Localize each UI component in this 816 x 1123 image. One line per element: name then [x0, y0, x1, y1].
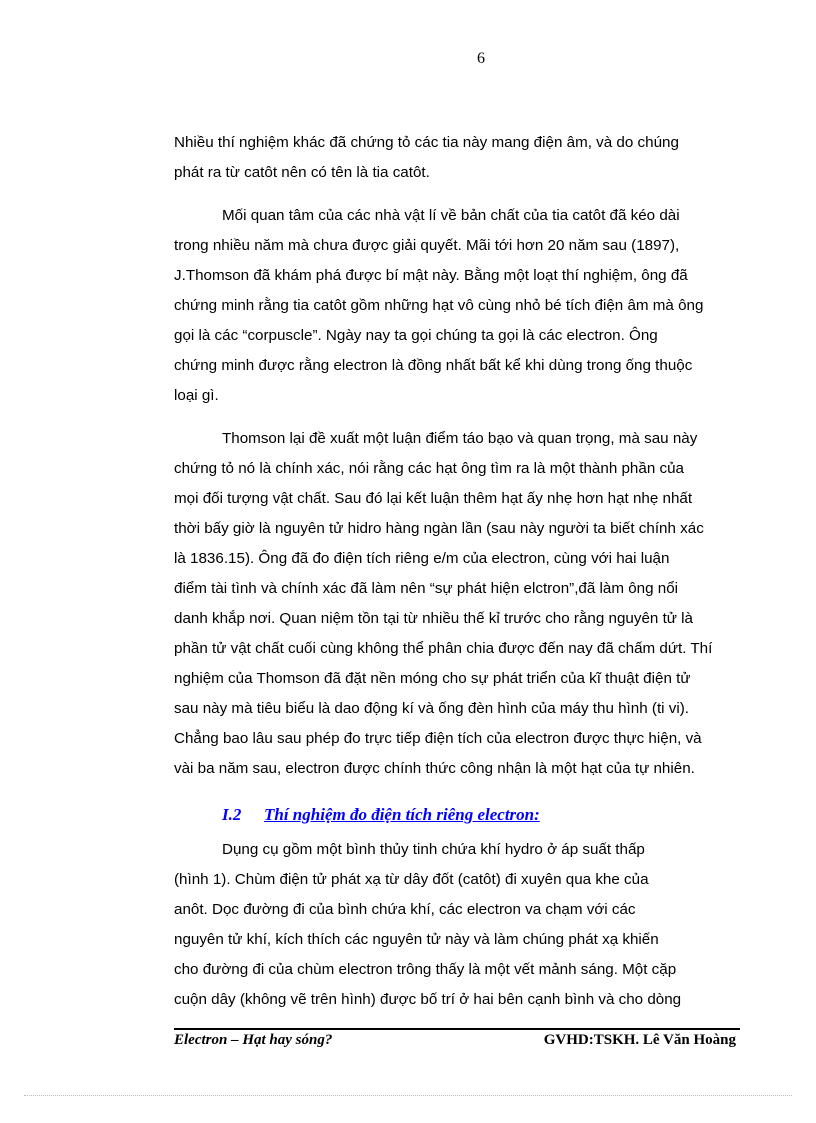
- text-line: trong nhiều năm mà chưa được giải quyết. Mãi tới hơn 20 năm sau (1897),: [174, 237, 680, 254]
- text-line: phát ra từ catôt nên có tên là tia catôt.: [174, 164, 430, 181]
- text-line: (hình 1). Chùm điện tử phát xạ từ dây đốt (catôt) đi xuyên qua khe của: [174, 871, 649, 888]
- footer-supervisor: GVHD:TSKH. Lê Văn Hoàng: [543, 1032, 736, 1048]
- page-number: 6: [477, 50, 485, 67]
- section-number: I.2: [222, 805, 242, 824]
- text-line: cuộn dây (không vẽ trên hình) được bố trí ở hai bên cạnh bình và cho dòng: [174, 991, 682, 1008]
- text-line: là 1836.15). Ông đã đo điện tích riêng e/m của electron, cùng với hai luận: [174, 550, 670, 567]
- section-title: Thí nghiệm đo điện tích riêng electron:: [264, 805, 540, 824]
- text-line: vài ba năm sau, electron được chính thức công nhận là một hạt của tự nhiên.: [174, 760, 695, 777]
- footer-rule: [174, 1028, 740, 1030]
- text-line: Mối quan tâm của các nhà vật lí về bản chất của tia catôt đã kéo dài: [222, 207, 680, 224]
- text-line: mọi đối tượng vật chất. Sau đó lại kết luận thêm hạt ấy nhẹ hơn hạt nhẹ nhất: [174, 490, 693, 507]
- text-line: chứng minh rằng tia catôt gồm những hạt vô cùng nhỏ bé tích điện âm mà ông: [174, 297, 704, 314]
- text-line: gọi là các “corpuscle”. Ngày nay ta gọi chúng ta gọi là các electron. Ông: [174, 327, 658, 344]
- text-line: chứng tỏ nó là chính xác, nói rằng các hạt ông tìm ra là một thành phần của: [174, 460, 684, 477]
- text-line: nghiệm của Thomson đã đặt nền móng cho sự phát triển của kĩ thuật điện tử: [174, 670, 691, 687]
- text-line: J.Thomson đã khám phá được bí mật này. Bằng một loạt thí nghiệm, ông đã: [174, 267, 688, 284]
- text-line: sau này mà tiêu biểu là dao động kí và ống đèn hình của máy thu hình (ti vi).: [174, 700, 690, 717]
- text-line: anôt. Dọc đường đi của bình chứa khí, các electron va chạm với các: [174, 901, 636, 918]
- text-line: thời bấy giờ là nguyên tử hidro hàng ngàn lần (sau này người ta biết chính xác: [174, 520, 704, 537]
- text-line: loại gì.: [174, 387, 219, 404]
- text-line: nguyên tử khí, kích thích các nguyên tử này và làm chúng phát xạ khiến: [174, 931, 659, 948]
- text-line: cho đường đi của chùm electron trông thấy là một vết mảnh sáng. Một cặp: [174, 961, 677, 978]
- section-heading: [222, 805, 540, 825]
- page-boundary-divider: [24, 1095, 792, 1096]
- text-line: danh khắp nơi. Quan niệm tồn tại từ nhiều thế kỉ trước cho rằng nguyên tử là: [174, 610, 694, 627]
- text-line: chứng minh được rằng electron là đồng nhất bất kể khi dùng trong ống thuộc: [174, 357, 693, 374]
- text-line: Nhiều thí nghiệm khác đã chứng tỏ các tia này mang điện âm, và do chúng: [174, 134, 679, 151]
- footer-document-title: Electron – Hạt hay sóng?: [174, 1032, 333, 1048]
- text-line: Chẳng bao lâu sau phép đo trực tiếp điện tích của electron được thực hiện, và: [174, 730, 702, 747]
- text-line: điểm tài tình và chính xác đã làm nên “sự phát hiện elctron”,đã làm ông nổi: [174, 580, 679, 597]
- text-line: phần tử vật chất cuối cùng không thể phân chia được đến nay đã chấm dứt. Thí: [174, 640, 713, 657]
- text-line: Dụng cụ gồm một bình thủy tinh chứa khí hydro ở áp suất thấp: [222, 841, 645, 858]
- text-line: Thomson lại đề xuất một luận điểm táo bạo và quan trọng, mà sau này: [222, 430, 698, 447]
